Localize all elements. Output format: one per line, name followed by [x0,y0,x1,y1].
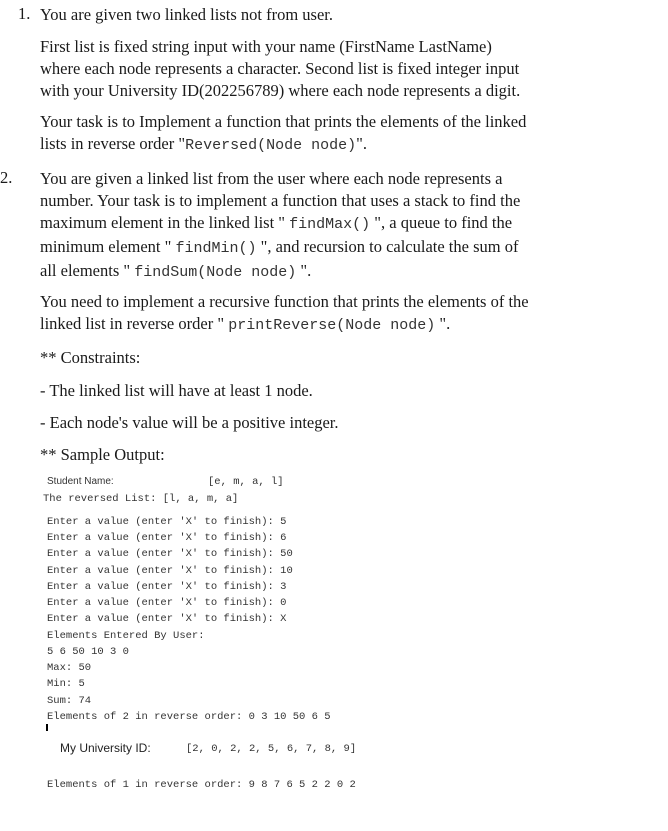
question-2-description [40,168,580,284]
university-id-value: [2, 0, 2, 2, 5, 6, 7, 8, 9] [186,743,357,755]
question-2-recursive [40,291,580,337]
q2-line-5 [40,260,580,284]
elements-entered-values: 5 6 50 10 3 0 [47,646,129,658]
student-name-value: [e, m, a, l] [208,476,284,488]
q2-line-4-prefix: minimum element " [40,237,176,256]
sample-output-heading: ** Sample Output: [40,445,165,464]
q2-line-3-suffix: ", a queue to find the [370,213,513,232]
q2-line-5-suffix: ". [296,261,312,280]
q1-task-prefix: lists in reverse order " [40,134,186,153]
q2-line-4 [40,236,580,260]
constraint-2: - Each node's value will be a positive integer. [40,413,339,432]
enter-value-line: Enter a value (enter 'X' to finish): 5 [47,516,287,528]
question-1-intro: You are given two linked lists not from user. [40,5,334,24]
q1-desc-line-2: where each node represents a character. Second list is fixed integer input [40,59,520,78]
findmax-code: findMax() [289,216,371,233]
q2-line-3 [40,212,580,236]
q2-line-5-prefix: all elements " [40,261,135,280]
q2-line-3-prefix: maximum element in the linked list " [40,213,290,232]
q2-recursive-line-1: You need to implement a recursive function that prints the elements of the [40,292,529,311]
enter-value-line: Enter a value (enter 'X' to finish): 0 [47,597,287,609]
q2-recursive-prefix: linked list in reverse order " [40,314,229,333]
printreverse-code: printReverse(Node node) [228,317,436,334]
reverse-2-output: Elements of 2 in reverse order: 0 3 10 50 6 5 [47,711,331,723]
max-output: Max: 50 [47,662,92,674]
q1-task-suffix: ". [356,134,368,153]
question-1-task [40,111,580,157]
constraints-heading: ** Constraints: [40,348,141,367]
enter-value-line: Enter a value (enter 'X' to finish): 10 [47,565,293,577]
q2-line-4-suffix: ", and recursion to calculate the sum of [256,237,519,256]
q1-task-line-1: Your task is to Implement a function that prints the elements of the linked [40,112,527,131]
q1-task-line-2 [40,133,580,157]
q2-line-2: number. Your task is to implement a function that uses a stack to find the [40,191,521,210]
question-2-number: 2. [0,168,13,187]
q2-line-1: You are given a linked list from the user where each node represents a [40,169,503,188]
question-1-description [40,36,580,102]
constraint-1: - The linked list will have at least 1 node. [40,381,313,400]
question-1-number: 1. [18,4,31,23]
sum-output: Sum: 74 [47,695,92,707]
enter-value-line: Enter a value (enter 'X' to finish): 3 [47,581,287,593]
q2-recursive-suffix: ". [435,314,451,333]
reversed-function-code: Reversed(Node node) [185,137,357,154]
reversed-list-output: The reversed List: [l, a, m, a] [43,493,239,505]
q1-desc-line-1: First list is fixed string input with your name (FirstName LastName) [40,37,492,56]
enter-value-line: Enter a value (enter 'X' to finish): 6 [47,532,287,544]
q1-desc-line-3: with your University ID(202256789) where each node represents a digit. [40,81,521,100]
elements-entered-label: Elements Entered By User: [47,630,205,642]
findmin-code: findMin() [175,240,257,257]
university-id-label: My University ID: [60,741,151,755]
q2-recursive-line-2 [40,313,580,337]
findsum-code: findSum(Node node) [134,264,297,281]
enter-value-line: Enter a value (enter 'X' to finish): X [47,613,287,625]
student-name-label: Student Name: [47,476,114,487]
reverse-1-output: Elements of 1 in reverse order: 9 8 7 6 5 2 2 0 2 [47,779,356,791]
min-output: Min: 5 [47,678,85,690]
text-cursor [46,724,48,731]
enter-value-line: Enter a value (enter 'X' to finish): 50 [47,548,293,560]
